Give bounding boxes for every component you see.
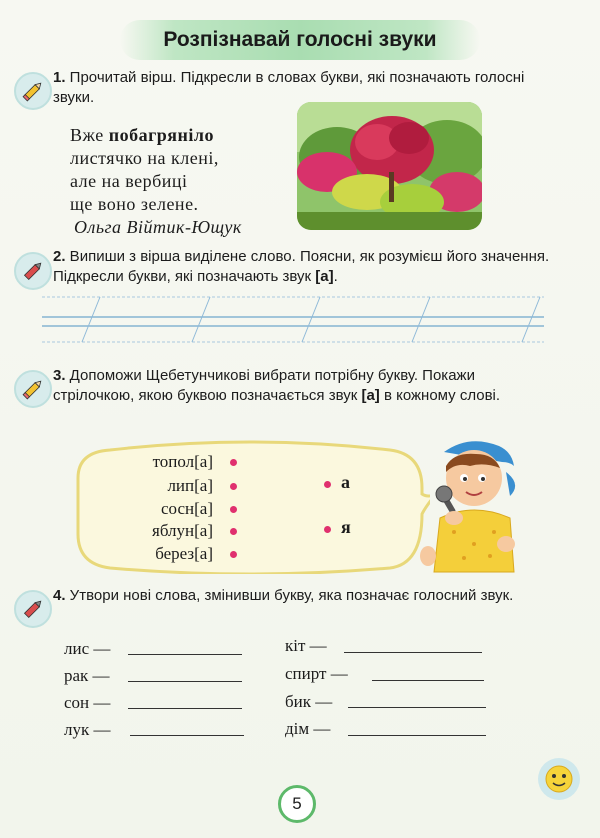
task4-instruction: 4. Утвори нові слова, змінивши букву, яка позначає голосний звук. xyxy=(53,587,514,604)
maple-tree-photo xyxy=(297,102,482,230)
letter-dot[interactable] xyxy=(324,526,331,533)
answer-line[interactable] xyxy=(130,735,244,736)
answer-line[interactable] xyxy=(348,707,486,708)
writing-lines[interactable] xyxy=(42,294,544,344)
left-word: лук — xyxy=(64,720,111,739)
left-word: сон — xyxy=(64,693,111,712)
word-dot[interactable] xyxy=(230,528,237,535)
word-bereza: берез[а] xyxy=(155,544,213,563)
answer-line[interactable] xyxy=(128,708,242,709)
answer-line[interactable] xyxy=(344,652,482,653)
pen-icon xyxy=(14,590,52,628)
right-word: кіт — xyxy=(285,636,327,655)
letter-ya: я xyxy=(341,517,351,537)
answer-line[interactable] xyxy=(372,680,484,681)
pencil-icon xyxy=(14,72,52,110)
task1-instruction: 1. Прочитай вірш. Підкресли в словах букви, які позначають голосні звуки. xyxy=(53,69,525,106)
right-word: дім — xyxy=(285,719,331,738)
poem-author: Ольга Війтик-Ющук xyxy=(74,217,242,237)
page-title-banner xyxy=(120,20,480,60)
answer-line[interactable] xyxy=(348,735,486,736)
page-title: Розпізнавай голосні звуки xyxy=(163,28,437,51)
word-dot[interactable] xyxy=(230,506,237,513)
smiley-icon xyxy=(538,758,580,800)
word-sosna: сосн[а] xyxy=(161,499,213,518)
word-topola: топол[а] xyxy=(152,452,213,471)
letter-dot[interactable] xyxy=(324,481,331,488)
word-lypa: лип[а] xyxy=(167,476,213,495)
pen-icon xyxy=(14,252,52,290)
right-word: спирт — xyxy=(285,664,348,683)
word-dot[interactable] xyxy=(230,551,237,558)
task3-instruction: 3. Допоможи Щебетунчикові вибрати потрібну букву. Покажи стрілочкою, якою буквою позначається звук [а] в кожному слові. xyxy=(53,367,501,404)
poem: Вже побагряніло листячко на клені, але на вербиці ще воно зелене. Ольга Війтик-Ющук xyxy=(70,125,242,237)
word-dot[interactable] xyxy=(230,483,237,490)
pencil-icon xyxy=(14,370,52,408)
word-dot[interactable] xyxy=(230,459,237,466)
boy-with-microphone-illustration xyxy=(414,432,526,580)
left-word: рак — xyxy=(64,666,110,685)
page-number: 5 xyxy=(278,785,316,823)
answer-line[interactable] xyxy=(128,681,242,682)
left-word: лис — xyxy=(64,639,111,658)
answer-line[interactable] xyxy=(128,654,242,655)
right-word: бик — xyxy=(285,692,333,711)
letter-a: а xyxy=(341,472,350,492)
task2-instruction: 2. Випиши з вірша виділене слово. Поясни, як розумієш його значення. Підкресли букви, які позначають звук [а]. xyxy=(53,248,550,285)
word-yablunya: яблун[а] xyxy=(152,521,213,540)
